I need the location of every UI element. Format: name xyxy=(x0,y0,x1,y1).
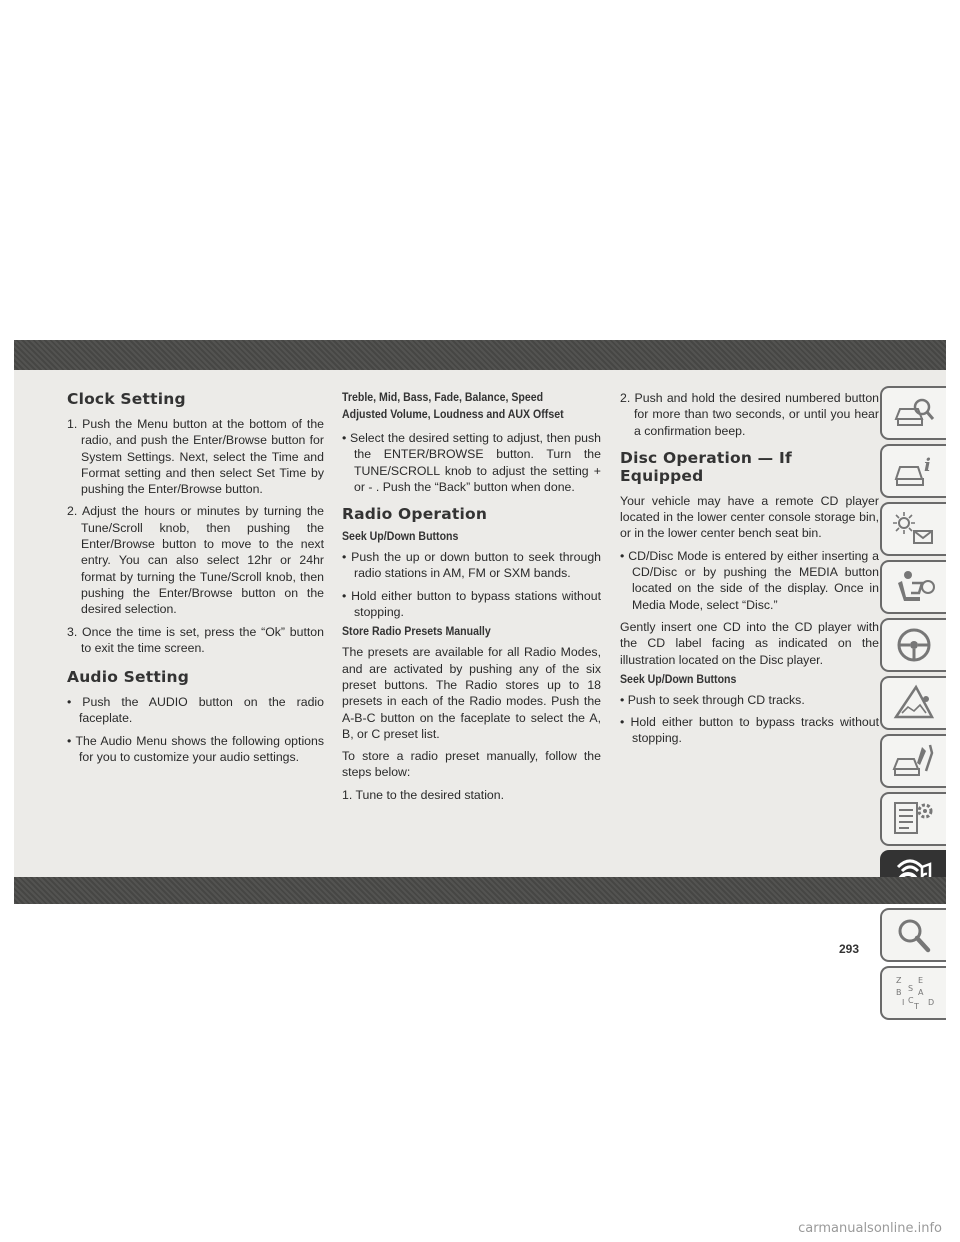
tab-safety[interactable] xyxy=(880,560,946,614)
index-letter: S xyxy=(908,984,914,993)
tab-search[interactable] xyxy=(880,908,946,962)
disc-operation-heading: Disc Operation — If Equipped xyxy=(620,448,792,485)
seek-heading: Seek Up/Down Buttons xyxy=(342,531,459,544)
tab-getting-to-know[interactable] xyxy=(880,386,946,440)
column-2 xyxy=(342,390,601,809)
tab-index[interactable] xyxy=(880,966,946,1020)
tab-starting-operating[interactable] xyxy=(880,618,946,672)
index-letter: I xyxy=(902,998,905,1007)
column-1 xyxy=(67,390,324,771)
page-number: 293 xyxy=(839,942,860,956)
clock-step-3: 3. Once the time is set, press the “Ok” button to exit the time screen. xyxy=(67,624,324,655)
disc-para-1: Your vehicle may have a remote CD player located in the lower center console storage bin, or in the lower center bench seat bin. xyxy=(620,493,879,541)
index-letter: B xyxy=(896,988,902,997)
store-presets-heading: Store Radio Presets Manually xyxy=(342,626,491,639)
road-hazard-icon xyxy=(892,683,936,723)
svg-text:i: i xyxy=(924,455,931,476)
seat-airbag-icon xyxy=(892,567,936,607)
audio-bullet-1: • Push the AUDIO button on the radio faceplate. xyxy=(67,695,324,726)
disc-bullet: • CD/Disc Mode is entered by either inserting a CD/Disc or by pushing the MEDIA button located on the side of the display. Once in Media Mode, select “Disc.” xyxy=(620,548,879,612)
disc-seek-bullet-1: • Push to seek through CD tracks. xyxy=(620,692,805,707)
chapter-tabs xyxy=(880,386,946,1024)
index-letter: D xyxy=(928,998,935,1007)
warning-lights-message-icon xyxy=(892,509,936,549)
disc-seek-bullet-2: • Hold either button to bypass tracks without stopping. xyxy=(620,715,879,746)
car-magnifier-icon xyxy=(892,393,936,433)
clock-step-2: 2. Adjust the hours or minutes by turning the Tune/Scroll knob, then pushing the Enter/Browse button to move to the next entry. You can also select 12hr or 24hr format by turning the Tune/Scroll knob, then pushing the Enter/Browse button on the desired selection. xyxy=(67,504,324,617)
bottom-band xyxy=(14,877,946,904)
disc-seek-heading: Seek Up/Down Buttons xyxy=(620,673,737,686)
clock-setting-heading: Clock Setting xyxy=(67,390,186,408)
index-letter: C xyxy=(908,996,914,1005)
store-presets-para-2: To store a radio preset manually, follow the steps below: xyxy=(342,749,601,780)
seek-bullet-2: • Hold either button to bypass stations without stopping. xyxy=(342,588,601,620)
seek-bullet-1: • Push the up or down button to seek through radio stations in AM, FM or SXM bands. xyxy=(342,550,601,581)
tab-emergencies[interactable] xyxy=(880,676,946,730)
manual-page xyxy=(14,340,946,1011)
checklist-gear-icon xyxy=(892,799,936,839)
tab-servicing[interactable] xyxy=(880,734,946,788)
audio-setting-heading: Audio Setting xyxy=(67,668,190,687)
clock-step-1: 1. Push the Menu button at the bottom of the radio, and push the Enter/Browse button for System Settings. Next, select the Time and Format setting and then select Set Time by pushing the Enter/Browse button. xyxy=(67,417,324,497)
search-icon xyxy=(892,915,936,955)
car-tools-icon xyxy=(892,741,936,781)
watermark: carmanualsonline.info xyxy=(798,1221,942,1236)
treble-heading: Treble, Mid, Bass, Fade, Balance, Speed Adjusted Volume, Loudness and AUX Offset xyxy=(342,392,564,421)
store-presets-para-1: The presets are available for all Radio Modes, and are activated by pushing any of the six preset buttons. The Radio stores up to 18 presets in each of the Radio modes. Push the A-B-C button on the faceplate to select the A, B, or C preset list. xyxy=(342,645,601,741)
tab-vehicle-info[interactable] xyxy=(880,444,946,498)
disc-para-2: Gently insert one CD into the CD player with the CD label facing as indicated on the illustration located on the Disc player. xyxy=(620,619,879,667)
index-letters-icon xyxy=(892,973,936,1013)
index-letter: E xyxy=(918,976,924,985)
car-info-icon xyxy=(892,451,936,491)
column-3 xyxy=(620,390,879,753)
store-step-1: 1. Tune to the desired station. xyxy=(342,787,505,802)
index-letter: T xyxy=(914,1002,919,1011)
radio-operation-heading: Radio Operation xyxy=(342,505,488,524)
tab-instrument-panel[interactable] xyxy=(880,502,946,556)
treble-bullet: • Select the desired setting to adjust, then push the ENTER/BROWSE button. Turn the TUNE/SCROLL knob to adjust the setting + or - . Push the “Back” button when done. xyxy=(342,431,601,494)
top-band xyxy=(14,340,946,370)
index-letter: Z xyxy=(896,976,902,985)
store-step-2: 2. Push and hold the desired numbered button for more than two seconds, or until you hear a confirmation beep. xyxy=(620,391,879,438)
steering-wheel-icon xyxy=(892,625,936,665)
index-letter: A xyxy=(918,988,924,997)
tab-specifications[interactable] xyxy=(880,792,946,846)
audio-bullet-2: • The Audio Menu shows the following options for you to customize your audio settings. xyxy=(67,733,324,765)
